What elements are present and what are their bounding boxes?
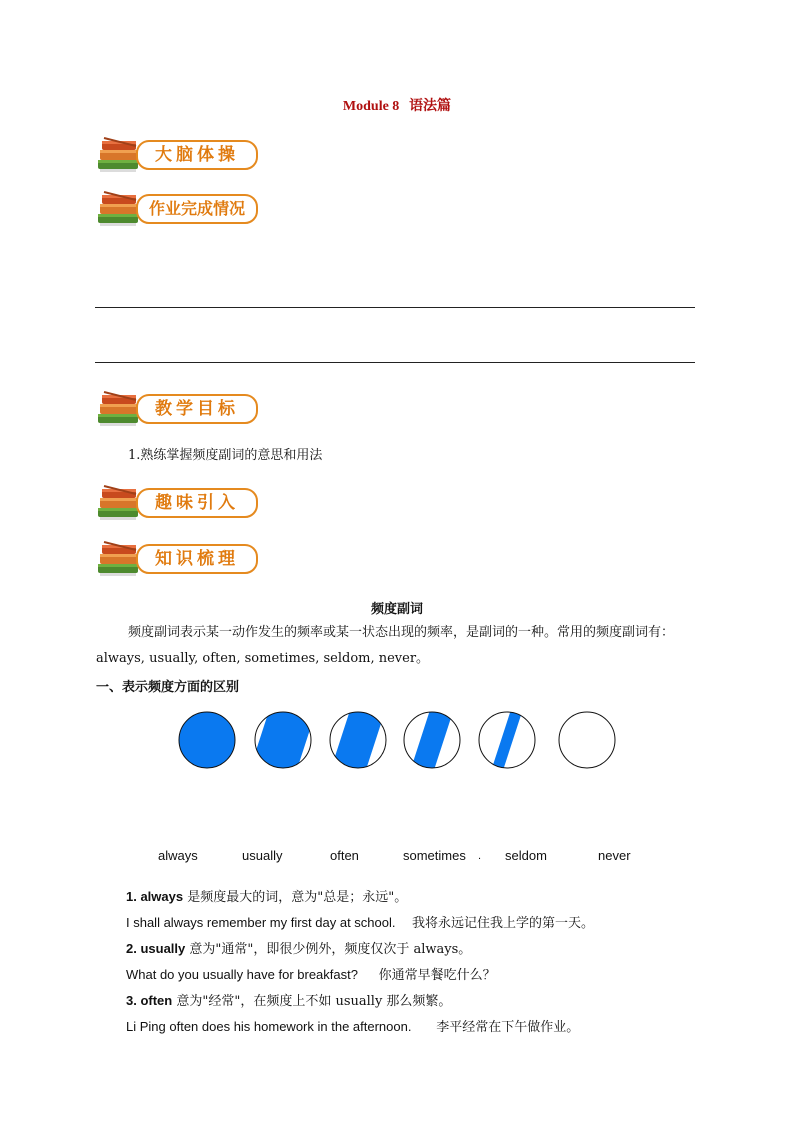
banner-fun-intro — [96, 482, 262, 522]
answer-line — [95, 307, 695, 308]
answer-line — [95, 362, 695, 363]
item-2-example — [126, 962, 496, 989]
fill-band-always — [179, 708, 235, 772]
stray-mark: . — [478, 850, 482, 862]
item-1-head — [126, 884, 407, 911]
item-3-num: 3. often — [126, 993, 173, 1008]
label-usually: usually — [242, 848, 283, 863]
intro-paragraph: 频度副词表示某一动作发生的频率或某一状态出现的频率，是副词的一种。常用的频度副词有： always, usually, often, sometimes, seldom, never。 — [96, 625, 675, 666]
goal-item: 1.熟练掌握频度副词的意思和用法 — [128, 448, 323, 463]
fill-band-often — [329, 708, 387, 772]
item-3-head — [126, 988, 451, 1015]
item-1-example-en: I shall always remember my first day at school. — [126, 915, 396, 930]
banner-teaching-goals — [96, 388, 262, 428]
label-never: never — [598, 848, 631, 863]
banner-label: 作业完成情况 — [136, 194, 258, 224]
item-2-example-en: What do you usually have for breakfast? — [126, 967, 358, 982]
banner-knowledge-review — [96, 538, 262, 578]
item-3-desc: 意为"经常"，在频度上不如 usually 那么频繁。 — [176, 994, 452, 1009]
adverb-labels — [130, 848, 670, 868]
frequency-circles-diagram — [170, 708, 630, 772]
banner-label: 趣味引入 — [136, 488, 258, 518]
circle-often — [329, 708, 387, 772]
item-3-example-cn: 李平经常在下午做作业。 — [436, 1020, 580, 1035]
label-often: often — [330, 848, 359, 863]
title-cn: 语法篇 — [409, 98, 452, 114]
item-1-desc: 是频度最大的词，意为"总是；永远"。 — [187, 890, 408, 905]
item-2-example-cn: 你通常早餐吃什么？ — [378, 968, 496, 983]
subheading: 一、表示频度方面的区别 — [96, 680, 240, 695]
item-2-head — [126, 936, 471, 963]
title-en: Module 8 — [342, 99, 400, 114]
fill-band-seldom — [489, 708, 526, 772]
label-sometimes: sometimes — [403, 848, 466, 863]
item-1-example — [126, 910, 594, 937]
circle-always — [179, 708, 235, 772]
section-title: 频度副词 — [370, 602, 423, 617]
banner-label: 知识梳理 — [136, 544, 258, 574]
label-seldom: seldom — [505, 848, 547, 863]
banner-label: 大脑体操 — [136, 140, 258, 170]
banner-homework-status — [96, 188, 262, 228]
circle-usually — [249, 708, 318, 772]
page-title — [0, 95, 794, 115]
banner-label: 教学目标 — [136, 394, 258, 424]
item-1-num: 1. always — [126, 889, 184, 904]
item-2-num: 2. usually — [126, 941, 186, 956]
banner-brain-exercise — [96, 134, 262, 174]
circle-seldom — [489, 708, 526, 772]
label-always: always — [158, 848, 198, 863]
item-1-example-cn: 我将永远记住我上学的第一天。 — [412, 916, 595, 931]
item-3-example — [126, 1014, 579, 1041]
item-3-example-en: Li Ping often does his homework in the afternoon. — [126, 1019, 412, 1034]
fill-band-usually — [249, 708, 318, 772]
item-2-desc: 意为"通常"，即很少例外，频度仅次于 always。 — [189, 942, 472, 957]
